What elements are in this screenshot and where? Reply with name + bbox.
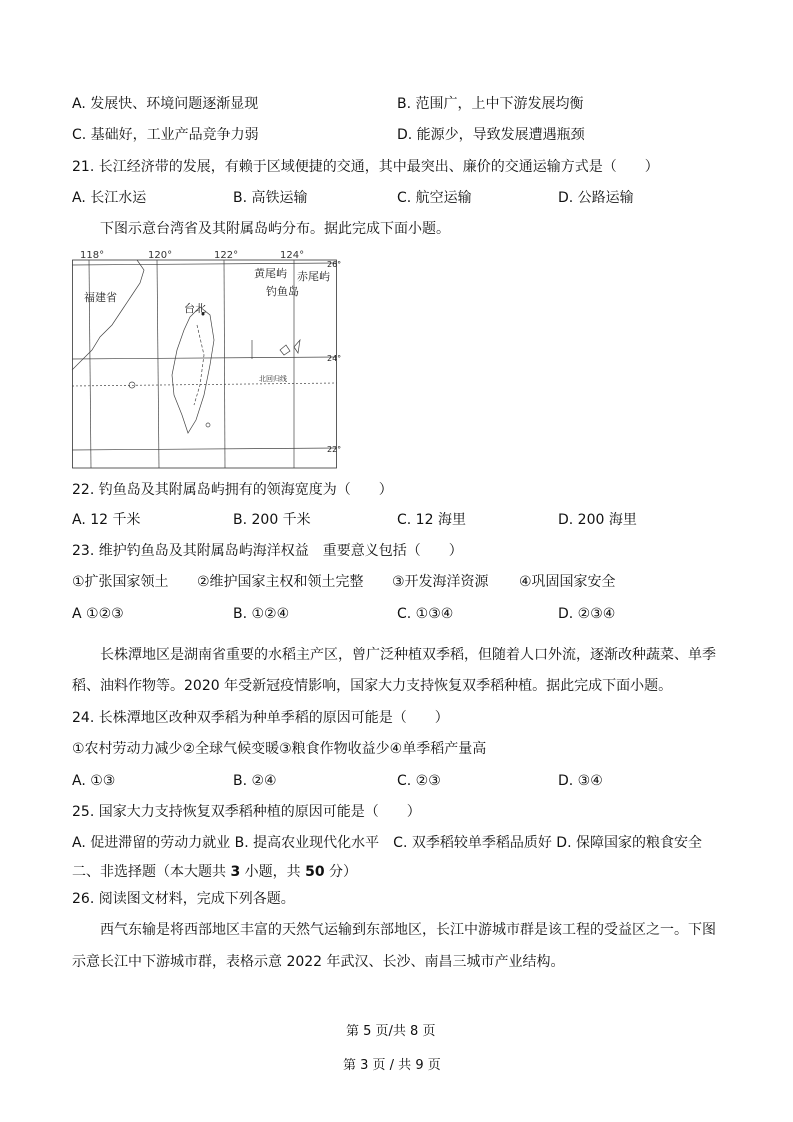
q23-stem: 23. 维护钓鱼岛及其附属岛屿海洋权益 重要意义包括（ ） — [72, 543, 463, 559]
lat-26: 26° — [327, 260, 342, 269]
lon-120: 120° — [148, 250, 173, 261]
lon-124: 124° — [280, 250, 305, 261]
inner-page-number: 第 5 页/共 8 页 — [346, 1024, 436, 1039]
q24-option-d: D. ③④ — [558, 773, 603, 789]
q26-passage-line-2: 示意长江中下游城市群，表格示意 2022 年武汉、长沙、南昌三城市产业结构。 — [72, 954, 565, 970]
section-2-text: 分） — [324, 864, 358, 880]
q23-option-a: A ①②③ — [72, 606, 124, 622]
label-chiwei: 赤尾屿 — [297, 270, 330, 283]
q24-option-a: A. ①③ — [72, 773, 116, 789]
q24-items: ①农村劳动力减少②全球气候变暖③粮食作物收益少④单季稻产量高 — [72, 741, 487, 757]
label-diaoyu: 钓鱼岛 — [266, 285, 299, 298]
label-fujian: 福建省 — [84, 291, 117, 304]
score-total: 50 — [305, 864, 325, 880]
q22-stem: 22. 钓鱼岛及其附属岛屿拥有的领海宽度为（ ） — [72, 482, 393, 498]
q21-option-c: C. 航空运输 — [397, 190, 472, 206]
q25-stem: 25. 国家大力支持恢复双季稻种植的原因可能是（ ） — [72, 804, 421, 820]
q26-passage-line-1: 西气东输是将西部地区丰富的天然气运输到东部地区，长江中游城市群是该工程的受益区之一。下图 — [100, 922, 716, 938]
q24-stem: 24. 长株潭地区改种双季稻为种单季稻的原因可能是（ ） — [72, 710, 449, 726]
q24-option-c: C. ②③ — [397, 773, 441, 789]
lat-24: 24° — [327, 354, 342, 363]
q22-option-b: B. 200 千米 — [233, 512, 311, 528]
q20-option-c: C. 基础好，工业产品竞争力弱 — [72, 127, 259, 143]
q23-item-4: ④巩固国家安全 — [519, 574, 616, 590]
section-2-text: 二、非选择题（本大题共 — [72, 864, 231, 880]
q21-option-b: B. 高铁运输 — [233, 190, 308, 206]
q26-stem: 26. 阅读图文材料，完成下列各题。 — [72, 891, 295, 907]
passage-line-1: 长株潭地区是湖南省重要的水稻主产区，曾广泛种植双季稻，但随着人口外流，逐渐改种蔬菜、单季 — [100, 647, 716, 663]
q22-option-d: D. 200 海里 — [558, 512, 637, 528]
label-taipei: 台北 — [184, 302, 206, 315]
q23-option-c: C. ①③④ — [397, 606, 454, 622]
q23-option-d: D. ②③④ — [558, 606, 616, 622]
taiwan-map — [72, 248, 342, 468]
q21-stem: 21. 长江经济带的发展，有赖于区域便捷的交通，其中最突出、廉价的交通运输方式是（ ） — [72, 159, 659, 175]
lon-118: 118° — [80, 250, 105, 261]
q23-item-1: ①扩张国家领土 — [72, 574, 169, 590]
q20-option-b: B. 范围广，上中下游发展均衡 — [397, 96, 584, 112]
outer-page-number: 第 3 页 / 共 9 页 — [343, 1058, 441, 1073]
lon-122: 122° — [214, 250, 239, 261]
label-tropic-cancer: 北回归线 — [259, 375, 287, 383]
q23-option-b: B. ①②④ — [233, 606, 290, 622]
passage-line-2: 稻、油料作物等。2020 年受新冠疫情影响，国家大力支持恢复双季稻种植。据此完成下面小题。 — [72, 678, 673, 694]
label-huangwei: 黄尾屿 — [254, 267, 287, 280]
section-2-heading — [72, 863, 357, 881]
question-count: 3 — [230, 864, 241, 880]
q23-item-2: ②维护国家主权和领土完整 — [197, 574, 364, 590]
q22-option-c: C. 12 海里 — [397, 512, 466, 528]
q20-option-a: A. 发展快、环境问题逐渐显现 — [72, 96, 259, 112]
q24-option-b: B. ②④ — [233, 773, 277, 789]
lat-22: 22° — [327, 445, 342, 454]
q25-options: A. 促进滞留的劳动力就业 B. 提高农业现代化水平 C. 双季稻较单季稻品质好 D. 保障国家的粮食安全 — [72, 835, 702, 851]
q23-item-3: ③开发海洋资源 — [392, 574, 489, 590]
map-intro: 下图示意台湾省及其附属岛屿分布。据此完成下面小题。 — [100, 221, 450, 237]
q21-option-d: D. 公路运输 — [558, 190, 634, 206]
q22-option-a: A. 12 千米 — [72, 512, 141, 528]
q20-option-d: D. 能源少，导致发展遭遇瓶颈 — [397, 127, 585, 143]
section-2-text: 小题，共 — [240, 864, 306, 880]
q21-option-a: A. 长江水运 — [72, 190, 147, 206]
